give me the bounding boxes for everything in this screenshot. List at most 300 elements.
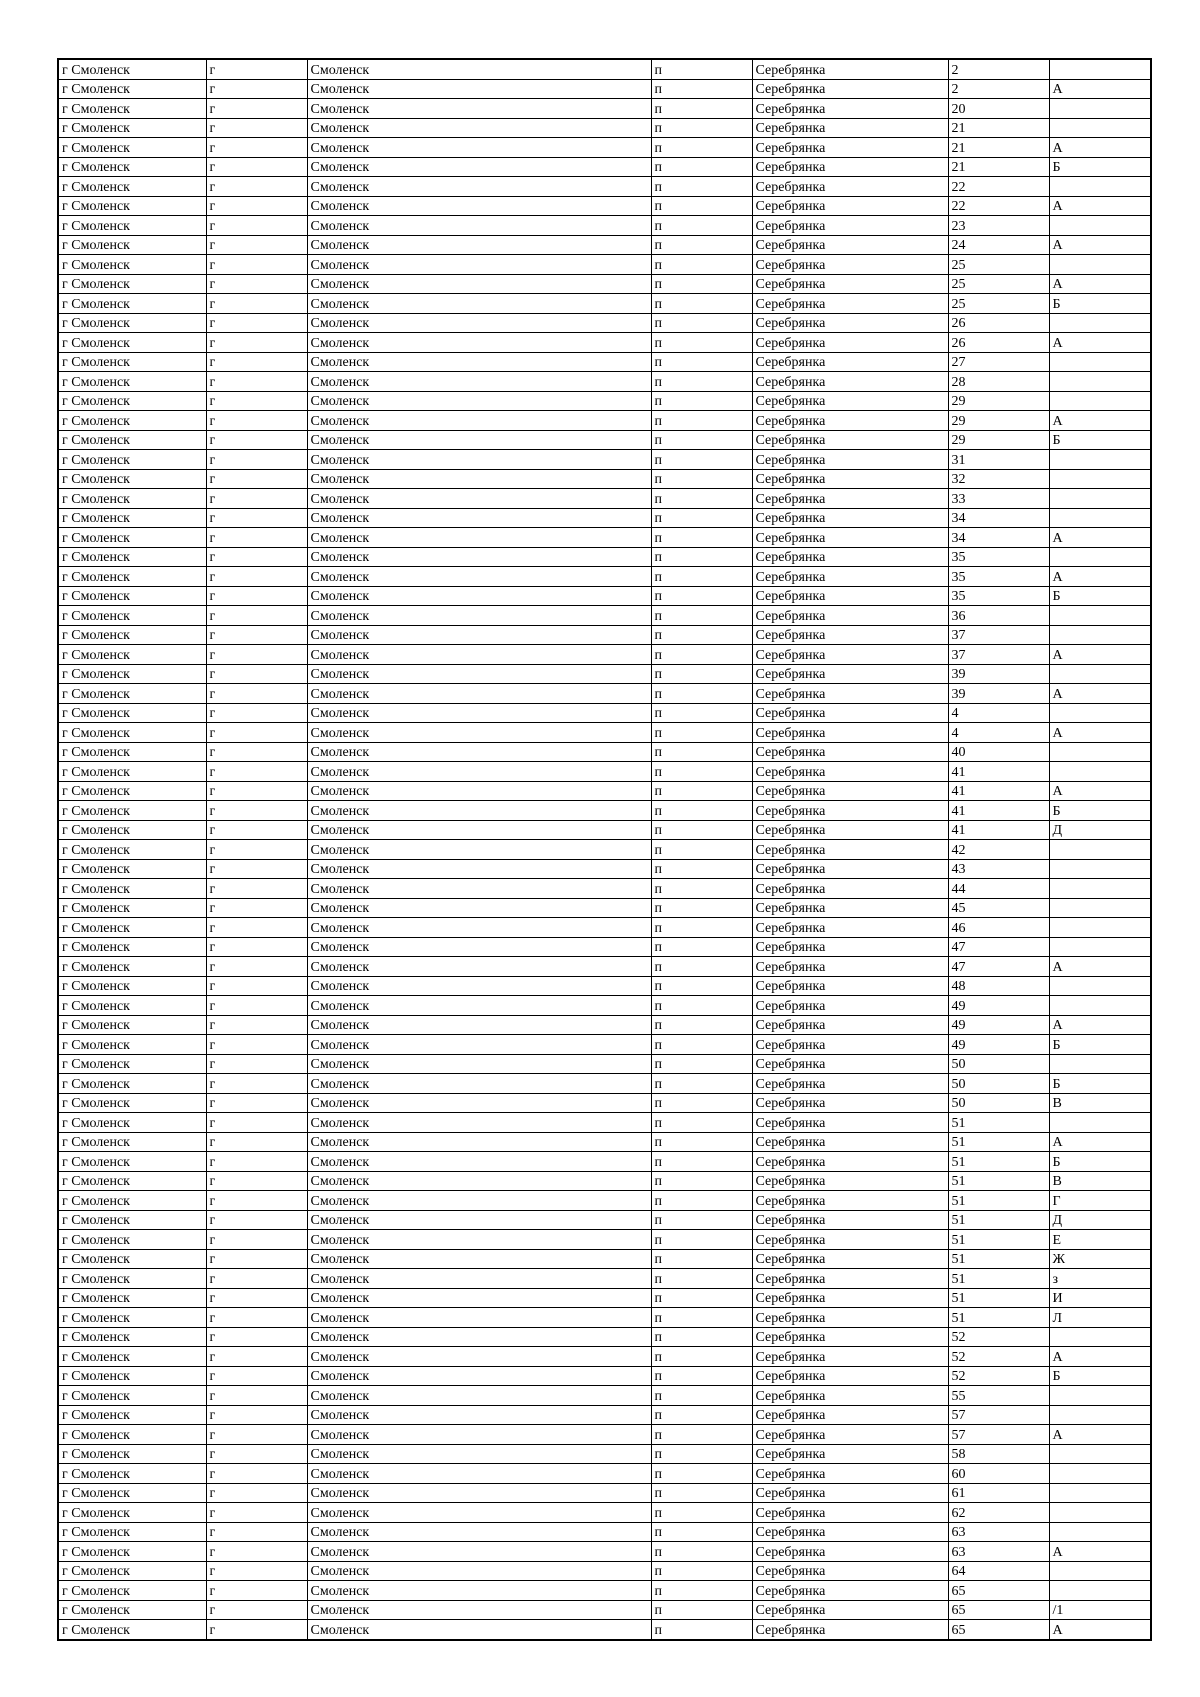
city-type-cell: г bbox=[206, 313, 307, 333]
city-cell: Смоленск bbox=[307, 586, 651, 606]
house-number-cell: 51 bbox=[948, 1210, 1049, 1230]
table-row bbox=[58, 1542, 1151, 1562]
city-type-cell: г bbox=[206, 274, 307, 294]
house-number-cell: 57 bbox=[948, 1425, 1049, 1445]
house-number-cell: 26 bbox=[948, 333, 1049, 353]
city-type-cell: г bbox=[206, 1620, 307, 1640]
locality-type-cell: п bbox=[651, 1347, 752, 1367]
locality-type-cell: п bbox=[651, 1522, 752, 1542]
city-type-cell: г bbox=[206, 918, 307, 938]
region-cell: г Смоленск bbox=[58, 586, 206, 606]
city-type-cell: г bbox=[206, 118, 307, 138]
table-row bbox=[58, 430, 1151, 450]
house-letter-cell bbox=[1049, 391, 1151, 411]
city-cell: Смоленск bbox=[307, 216, 651, 236]
city-type-cell: г bbox=[206, 1542, 307, 1562]
house-letter-cell bbox=[1049, 1464, 1151, 1484]
table-row bbox=[58, 333, 1151, 353]
house-letter-cell: А bbox=[1049, 274, 1151, 294]
locality-cell: Серебрянка bbox=[752, 216, 948, 236]
city-type-cell: г bbox=[206, 937, 307, 957]
house-letter-cell bbox=[1049, 1522, 1151, 1542]
city-type-cell: г bbox=[206, 898, 307, 918]
table-row bbox=[58, 801, 1151, 821]
house-number-cell: 49 bbox=[948, 1015, 1049, 1035]
city-type-cell: г bbox=[206, 372, 307, 392]
locality-type-cell: п bbox=[651, 625, 752, 645]
city-type-cell: г bbox=[206, 801, 307, 821]
locality-cell: Серебрянка bbox=[752, 1113, 948, 1133]
house-letter-cell: Б bbox=[1049, 1152, 1151, 1172]
table-row bbox=[58, 703, 1151, 723]
city-type-cell: г bbox=[206, 606, 307, 626]
house-number-cell: 2 bbox=[948, 79, 1049, 99]
locality-cell: Серебрянка bbox=[752, 1132, 948, 1152]
table-row bbox=[58, 1269, 1151, 1289]
locality-cell: Серебрянка bbox=[752, 801, 948, 821]
locality-type-cell: п bbox=[651, 1386, 752, 1406]
house-number-cell: 65 bbox=[948, 1581, 1049, 1601]
table-row bbox=[58, 859, 1151, 879]
region-cell: г Смоленск bbox=[58, 606, 206, 626]
house-number-cell: 62 bbox=[948, 1503, 1049, 1523]
house-number-cell: 39 bbox=[948, 664, 1049, 684]
city-type-cell: г bbox=[206, 1113, 307, 1133]
region-cell: г Смоленск bbox=[58, 1054, 206, 1074]
house-letter-cell: А bbox=[1049, 1347, 1151, 1367]
table-row bbox=[58, 996, 1151, 1016]
city-type-cell: г bbox=[206, 645, 307, 665]
locality-type-cell: п bbox=[651, 118, 752, 138]
region-cell: г Смоленск bbox=[58, 625, 206, 645]
city-cell: Смоленск bbox=[307, 1230, 651, 1250]
locality-type-cell: п bbox=[651, 333, 752, 353]
region-cell: г Смоленск bbox=[58, 469, 206, 489]
table-row bbox=[58, 957, 1151, 977]
region-cell: г Смоленск bbox=[58, 1581, 206, 1601]
house-letter-cell: А bbox=[1049, 1620, 1151, 1640]
region-cell: г Смоленск bbox=[58, 723, 206, 743]
house-number-cell: 47 bbox=[948, 957, 1049, 977]
city-cell: Смоленск bbox=[307, 840, 651, 860]
region-cell: г Смоленск bbox=[58, 528, 206, 548]
locality-type-cell: п bbox=[651, 391, 752, 411]
city-cell: Смоленск bbox=[307, 1035, 651, 1055]
city-cell: Смоленск bbox=[307, 1054, 651, 1074]
region-cell: г Смоленск bbox=[58, 1230, 206, 1250]
city-type-cell: г bbox=[206, 703, 307, 723]
house-number-cell: 29 bbox=[948, 391, 1049, 411]
table-row bbox=[58, 1288, 1151, 1308]
locality-cell: Серебрянка bbox=[752, 1561, 948, 1581]
city-type-cell: г bbox=[206, 1347, 307, 1367]
locality-type-cell: п bbox=[651, 1620, 752, 1640]
house-letter-cell bbox=[1049, 1386, 1151, 1406]
region-cell: г Смоленск bbox=[58, 99, 206, 119]
region-cell: г Смоленск bbox=[58, 1347, 206, 1367]
locality-type-cell: п bbox=[651, 918, 752, 938]
house-number-cell: 25 bbox=[948, 294, 1049, 314]
locality-type-cell: п bbox=[651, 489, 752, 509]
region-cell: г Смоленск bbox=[58, 1093, 206, 1113]
locality-cell: Серебрянка bbox=[752, 937, 948, 957]
city-cell: Смоленск bbox=[307, 723, 651, 743]
city-cell: Смоленск bbox=[307, 1249, 651, 1269]
region-cell: г Смоленск bbox=[58, 547, 206, 567]
city-type-cell: г bbox=[206, 333, 307, 353]
locality-type-cell: п bbox=[651, 567, 752, 587]
locality-cell: Серебрянка bbox=[752, 1152, 948, 1172]
house-number-cell: 50 bbox=[948, 1054, 1049, 1074]
locality-type-cell: п bbox=[651, 1503, 752, 1523]
table-row bbox=[58, 469, 1151, 489]
table-row bbox=[58, 79, 1151, 99]
table-row bbox=[58, 391, 1151, 411]
locality-cell: Серебрянка bbox=[752, 1035, 948, 1055]
region-cell: г Смоленск bbox=[58, 1620, 206, 1640]
region-cell: г Смоленск bbox=[58, 216, 206, 236]
locality-type-cell: п bbox=[651, 820, 752, 840]
house-letter-cell bbox=[1049, 996, 1151, 1016]
house-number-cell: 27 bbox=[948, 352, 1049, 372]
locality-type-cell: п bbox=[651, 528, 752, 548]
house-letter-cell: Б bbox=[1049, 1074, 1151, 1094]
house-number-cell: 63 bbox=[948, 1522, 1049, 1542]
table-row bbox=[58, 781, 1151, 801]
house-number-cell: 37 bbox=[948, 645, 1049, 665]
house-letter-cell bbox=[1049, 859, 1151, 879]
house-letter-cell bbox=[1049, 1405, 1151, 1425]
locality-type-cell: п bbox=[651, 1483, 752, 1503]
locality-type-cell: п bbox=[651, 664, 752, 684]
city-cell: Смоленск bbox=[307, 996, 651, 1016]
region-cell: г Смоленск bbox=[58, 235, 206, 255]
city-type-cell: г bbox=[206, 1171, 307, 1191]
table-row bbox=[58, 138, 1151, 158]
table-row bbox=[58, 664, 1151, 684]
table-row bbox=[58, 1405, 1151, 1425]
house-letter-cell: А bbox=[1049, 411, 1151, 431]
city-cell: Смоленск bbox=[307, 820, 651, 840]
house-number-cell: 47 bbox=[948, 937, 1049, 957]
city-cell: Смоленск bbox=[307, 1288, 651, 1308]
table-row bbox=[58, 1620, 1151, 1640]
locality-cell: Серебрянка bbox=[752, 859, 948, 879]
region-cell: г Смоленск bbox=[58, 274, 206, 294]
region-cell: г Смоленск bbox=[58, 918, 206, 938]
house-number-cell: 49 bbox=[948, 1035, 1049, 1055]
region-cell: г Смоленск bbox=[58, 1464, 206, 1484]
table-row bbox=[58, 1327, 1151, 1347]
locality-type-cell: п bbox=[651, 976, 752, 996]
city-type-cell: г bbox=[206, 1230, 307, 1250]
region-cell: г Смоленск bbox=[58, 450, 206, 470]
locality-cell: Серебрянка bbox=[752, 391, 948, 411]
locality-cell: Серебрянка bbox=[752, 1249, 948, 1269]
table-row bbox=[58, 547, 1151, 567]
house-letter-cell bbox=[1049, 216, 1151, 236]
house-letter-cell: Б bbox=[1049, 157, 1151, 177]
locality-type-cell: п bbox=[651, 1425, 752, 1445]
house-number-cell: 36 bbox=[948, 606, 1049, 626]
region-cell: г Смоленск bbox=[58, 567, 206, 587]
locality-cell: Серебрянка bbox=[752, 762, 948, 782]
house-letter-cell bbox=[1049, 313, 1151, 333]
region-cell: г Смоленск bbox=[58, 372, 206, 392]
city-type-cell: г bbox=[206, 1269, 307, 1289]
city-type-cell: г bbox=[206, 1152, 307, 1172]
city-cell: Смоленск bbox=[307, 1210, 651, 1230]
city-cell: Смоленск bbox=[307, 79, 651, 99]
house-letter-cell bbox=[1049, 898, 1151, 918]
locality-type-cell: п bbox=[651, 313, 752, 333]
city-type-cell: г bbox=[206, 1444, 307, 1464]
table-row bbox=[58, 898, 1151, 918]
city-cell: Смоленск bbox=[307, 1308, 651, 1328]
city-cell: Смоленск bbox=[307, 606, 651, 626]
locality-type-cell: п bbox=[651, 235, 752, 255]
region-cell: г Смоленск bbox=[58, 79, 206, 99]
locality-cell: Серебрянка bbox=[752, 820, 948, 840]
house-number-cell: 41 bbox=[948, 781, 1049, 801]
locality-type-cell: п bbox=[651, 216, 752, 236]
region-cell: г Смоленск bbox=[58, 996, 206, 1016]
city-type-cell: г bbox=[206, 138, 307, 158]
city-type-cell: г bbox=[206, 1503, 307, 1523]
house-letter-cell: Б bbox=[1049, 1366, 1151, 1386]
city-cell: Смоленск bbox=[307, 450, 651, 470]
table-row bbox=[58, 1347, 1151, 1367]
house-letter-cell bbox=[1049, 606, 1151, 626]
region-cell: г Смоленск bbox=[58, 859, 206, 879]
house-letter-cell: Б bbox=[1049, 1035, 1151, 1055]
city-cell: Смоленск bbox=[307, 1327, 651, 1347]
region-cell: г Смоленск bbox=[58, 294, 206, 314]
locality-cell: Серебрянка bbox=[752, 684, 948, 704]
house-number-cell: 52 bbox=[948, 1347, 1049, 1367]
table-row bbox=[58, 606, 1151, 626]
city-type-cell: г bbox=[206, 1015, 307, 1035]
house-letter-cell: А bbox=[1049, 684, 1151, 704]
city-type-cell: г bbox=[206, 1600, 307, 1620]
house-letter-cell: А bbox=[1049, 235, 1151, 255]
table-row bbox=[58, 1230, 1151, 1250]
city-type-cell: г bbox=[206, 1132, 307, 1152]
house-letter-cell: Ж bbox=[1049, 1249, 1151, 1269]
city-cell: Смоленск bbox=[307, 1366, 651, 1386]
house-number-cell: 41 bbox=[948, 801, 1049, 821]
locality-cell: Серебрянка bbox=[752, 1503, 948, 1523]
table-row bbox=[58, 1171, 1151, 1191]
city-cell: Смоленск bbox=[307, 547, 651, 567]
city-type-cell: г bbox=[206, 59, 307, 79]
table-row bbox=[58, 177, 1151, 197]
house-number-cell: 35 bbox=[948, 567, 1049, 587]
locality-cell: Серебрянка bbox=[752, 898, 948, 918]
region-cell: г Смоленск bbox=[58, 177, 206, 197]
region-cell: г Смоленск bbox=[58, 1561, 206, 1581]
locality-cell: Серебрянка bbox=[752, 1308, 948, 1328]
city-type-cell: г bbox=[206, 957, 307, 977]
locality-cell: Серебрянка bbox=[752, 567, 948, 587]
house-number-cell: 52 bbox=[948, 1327, 1049, 1347]
city-cell: Смоленск bbox=[307, 1347, 651, 1367]
locality-type-cell: п bbox=[651, 255, 752, 275]
table-row bbox=[58, 1132, 1151, 1152]
house-number-cell: 51 bbox=[948, 1132, 1049, 1152]
region-cell: г Смоленск bbox=[58, 391, 206, 411]
locality-cell: Серебрянка bbox=[752, 664, 948, 684]
locality-cell: Серебрянка bbox=[752, 1522, 948, 1542]
city-cell: Смоленск bbox=[307, 469, 651, 489]
house-number-cell: 35 bbox=[948, 547, 1049, 567]
city-cell: Смоленск bbox=[307, 742, 651, 762]
city-type-cell: г bbox=[206, 1366, 307, 1386]
house-letter-cell: В bbox=[1049, 1171, 1151, 1191]
house-letter-cell bbox=[1049, 1581, 1151, 1601]
locality-cell: Серебрянка bbox=[752, 450, 948, 470]
city-cell: Смоленск bbox=[307, 1171, 651, 1191]
locality-type-cell: п bbox=[651, 1327, 752, 1347]
city-cell: Смоленск bbox=[307, 59, 651, 79]
city-type-cell: г bbox=[206, 1249, 307, 1269]
locality-type-cell: п bbox=[651, 684, 752, 704]
address-table bbox=[57, 58, 1152, 1641]
locality-cell: Серебрянка bbox=[752, 1015, 948, 1035]
region-cell: г Смоленск bbox=[58, 762, 206, 782]
region-cell: г Смоленск bbox=[58, 801, 206, 821]
table-row bbox=[58, 1366, 1151, 1386]
city-cell: Смоленск bbox=[307, 1522, 651, 1542]
table-row bbox=[58, 1522, 1151, 1542]
house-letter-cell bbox=[1049, 469, 1151, 489]
table-row bbox=[58, 157, 1151, 177]
house-letter-cell: В bbox=[1049, 1093, 1151, 1113]
house-letter-cell: Б bbox=[1049, 801, 1151, 821]
table-row bbox=[58, 1113, 1151, 1133]
house-letter-cell bbox=[1049, 918, 1151, 938]
table-row bbox=[58, 1561, 1151, 1581]
table-row bbox=[58, 567, 1151, 587]
house-number-cell: 41 bbox=[948, 820, 1049, 840]
house-number-cell: 21 bbox=[948, 138, 1049, 158]
house-number-cell: 31 bbox=[948, 450, 1049, 470]
house-number-cell: 34 bbox=[948, 528, 1049, 548]
locality-cell: Серебрянка bbox=[752, 59, 948, 79]
locality-type-cell: п bbox=[651, 294, 752, 314]
city-type-cell: г bbox=[206, 1054, 307, 1074]
house-number-cell: 51 bbox=[948, 1113, 1049, 1133]
table-row bbox=[58, 1249, 1151, 1269]
table-row bbox=[58, 625, 1151, 645]
city-type-cell: г bbox=[206, 508, 307, 528]
city-type-cell: г bbox=[206, 684, 307, 704]
locality-cell: Серебрянка bbox=[752, 1269, 948, 1289]
region-cell: г Смоленск bbox=[58, 1308, 206, 1328]
city-type-cell: г bbox=[206, 1327, 307, 1347]
house-number-cell: 43 bbox=[948, 859, 1049, 879]
region-cell: г Смоленск bbox=[58, 430, 206, 450]
locality-type-cell: п bbox=[651, 1269, 752, 1289]
house-number-cell: 51 bbox=[948, 1288, 1049, 1308]
locality-cell: Серебрянка bbox=[752, 79, 948, 99]
city-cell: Смоленск bbox=[307, 99, 651, 119]
locality-type-cell: п bbox=[651, 937, 752, 957]
city-cell: Смоленск bbox=[307, 411, 651, 431]
locality-cell: Серебрянка bbox=[752, 118, 948, 138]
house-number-cell: 51 bbox=[948, 1171, 1049, 1191]
house-letter-cell bbox=[1049, 1113, 1151, 1133]
locality-type-cell: п bbox=[651, 411, 752, 431]
city-cell: Смоленск bbox=[307, 918, 651, 938]
locality-cell: Серебрянка bbox=[752, 1347, 948, 1367]
city-cell: Смоленск bbox=[307, 1561, 651, 1581]
city-cell: Смоленск bbox=[307, 313, 651, 333]
locality-type-cell: п bbox=[651, 469, 752, 489]
city-type-cell: г bbox=[206, 1035, 307, 1055]
city-type-cell: г bbox=[206, 859, 307, 879]
house-letter-cell: Б bbox=[1049, 294, 1151, 314]
region-cell: г Смоленск bbox=[58, 684, 206, 704]
house-number-cell: 22 bbox=[948, 196, 1049, 216]
locality-type-cell: п bbox=[651, 274, 752, 294]
locality-type-cell: п bbox=[651, 1171, 752, 1191]
house-number-cell: 51 bbox=[948, 1230, 1049, 1250]
locality-cell: Серебрянка bbox=[752, 976, 948, 996]
city-cell: Смоленск bbox=[307, 1542, 651, 1562]
house-letter-cell bbox=[1049, 372, 1151, 392]
region-cell: г Смоленск bbox=[58, 1074, 206, 1094]
table-row bbox=[58, 1015, 1151, 1035]
house-number-cell: 25 bbox=[948, 255, 1049, 275]
region-cell: г Смоленск bbox=[58, 840, 206, 860]
city-cell: Смоленск bbox=[307, 1444, 651, 1464]
city-type-cell: г bbox=[206, 586, 307, 606]
city-cell: Смоленск bbox=[307, 781, 651, 801]
city-cell: Смоленск bbox=[307, 430, 651, 450]
city-type-cell: г bbox=[206, 235, 307, 255]
house-number-cell: 40 bbox=[948, 742, 1049, 762]
locality-type-cell: п bbox=[651, 1191, 752, 1211]
locality-cell: Серебрянка bbox=[752, 1464, 948, 1484]
city-cell: Смоленск bbox=[307, 508, 651, 528]
city-cell: Смоленск bbox=[307, 1600, 651, 1620]
locality-type-cell: п bbox=[651, 1093, 752, 1113]
region-cell: г Смоленск bbox=[58, 1035, 206, 1055]
house-number-cell: 46 bbox=[948, 918, 1049, 938]
house-letter-cell bbox=[1049, 547, 1151, 567]
table-row bbox=[58, 489, 1151, 509]
table-row bbox=[58, 352, 1151, 372]
house-letter-cell bbox=[1049, 177, 1151, 197]
locality-cell: Серебрянка bbox=[752, 352, 948, 372]
house-number-cell: 61 bbox=[948, 1483, 1049, 1503]
locality-cell: Серебрянка bbox=[752, 157, 948, 177]
house-number-cell: 65 bbox=[948, 1620, 1049, 1640]
locality-cell: Серебрянка bbox=[752, 1054, 948, 1074]
locality-cell: Серебрянка bbox=[752, 781, 948, 801]
locality-type-cell: п bbox=[651, 1581, 752, 1601]
city-cell: Смоленск bbox=[307, 177, 651, 197]
locality-cell: Серебрянка bbox=[752, 742, 948, 762]
table-row bbox=[58, 411, 1151, 431]
region-cell: г Смоленск bbox=[58, 879, 206, 899]
region-cell: г Смоленск bbox=[58, 742, 206, 762]
house-number-cell: 44 bbox=[948, 879, 1049, 899]
city-type-cell: г bbox=[206, 450, 307, 470]
city-type-cell: г bbox=[206, 196, 307, 216]
locality-cell: Серебрянка bbox=[752, 1386, 948, 1406]
